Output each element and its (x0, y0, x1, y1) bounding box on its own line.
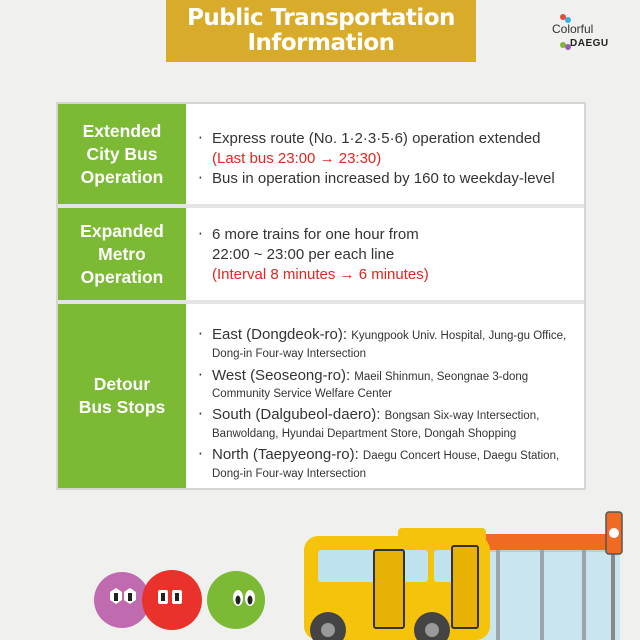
title-line-1: Public Transportation (187, 5, 455, 31)
bullet-icon: · (198, 445, 203, 463)
section-detour (58, 304, 584, 488)
section-label: Detour Bus Stops (58, 304, 186, 488)
bullet-icon: · (198, 169, 203, 187)
transport-illustration (0, 490, 640, 640)
bus-icon (304, 528, 490, 640)
stop-north: North (Taepyeong-ro): Daegu Concert House, Daegu Station, (212, 446, 560, 463)
section-content: · Express route (No. 1·2·3·5·6) operation extended (Last bus 23:00 → 23:30) · Bus in operation increased by 160 to weekday-level (198, 129, 555, 187)
purple-character-icon (94, 572, 150, 628)
bullet-icon: · (198, 225, 203, 243)
section-content: · 6 more trains for one hour from 22:00 ~ 23:00 per each line (Interval 8 minutes → 6 minutes) (198, 225, 429, 283)
colorful-daegu-logo (552, 14, 632, 50)
logo-text-daegu: DAEGU (570, 38, 609, 49)
bullet-icon: · (198, 405, 203, 423)
stop-west: West (Seoseong-ro): Maeil Shinmun, Seongnae 3-dong (212, 367, 529, 384)
stop-south: South (Dalgubeol-daero): Bongsan Six-way Intersection, (212, 406, 540, 423)
stop-east: East (Dongdeok-ro): Kyungpook Univ. Hospital, Jung-gu Office, (212, 326, 567, 343)
logo-text-colorful: Colorful (552, 22, 594, 36)
bullet-icon: · (198, 366, 203, 384)
red-character-icon (142, 570, 202, 630)
page-title (166, 0, 476, 62)
title-line-2: Information (247, 30, 395, 56)
section-label: Extended City Bus Operation (58, 104, 186, 204)
section-city-bus (58, 104, 584, 204)
info-panel (58, 104, 584, 488)
bullet-icon: · (198, 325, 203, 343)
bullet-icon: · (198, 129, 203, 147)
section-label: Expanded Metro Operation (58, 208, 186, 300)
green-character-icon (207, 571, 265, 629)
section-metro (58, 208, 584, 300)
section-content: · East (Dongdeok-ro): Kyungpook Univ. Hospital, Jung-gu Office, Dong-in Four-way Intersection · West (Seoseong-ro): Maeil Shinmun, Seongnae 3-dong Community Service Welfare Center · South (Dalgubeol-daero): Bongsan Six-way Intersection, Banwoldang, Hyundai Department Store, Dongah Shopping · North (Taepyeong-ro): Daegu Concert House, Daegu Station, Dong-in Four-way Intersection (198, 325, 567, 480)
